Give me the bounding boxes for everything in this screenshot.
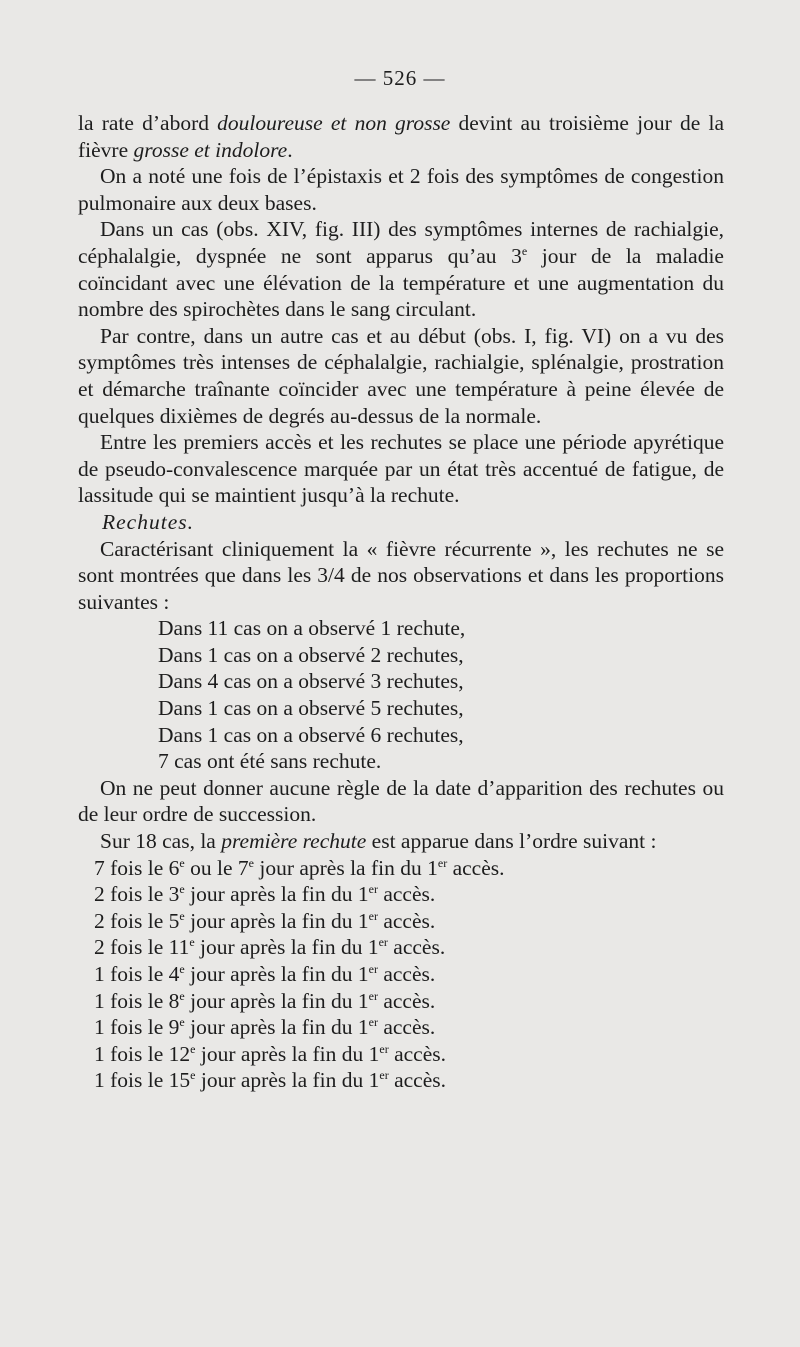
day-4-sup3: er [378,935,388,950]
relapse-count-list [78,615,724,775]
day-3-c: jour après la fin du 1 [184,908,369,933]
section-title: Rechutes. [102,509,194,534]
day-line-6 [94,988,724,1015]
day-line-5 [94,961,724,988]
day-8-sup1: e [190,1041,196,1056]
day-2-a: 2 fois le 3 [94,882,180,907]
day-6-sup1: e [179,988,185,1003]
day-8-sup3: er [379,1041,389,1056]
day-4-d: accès. [387,935,446,960]
day-2-sup1: e [179,882,185,897]
day-3-sup1: e [179,908,185,923]
p1-text-c: devint au troisième jour de la fièvre [78,111,724,162]
day-2-c: jour après la fin du 1 [184,882,369,907]
p3-superscript: e [521,243,528,258]
first-relapse-day-list [78,855,724,1094]
day-4-sup1: e [189,935,195,950]
p8-italic-b: première rechute [221,829,367,854]
paragraph-8 [78,828,724,855]
paragraph-5: Entre les premiers accès et les rechutes se place une période apyrétique de pseudo-convalescence marquée par un état très accentué de fatigue, de lassitude qui se maintient jusqu’à la rechute. [78,430,724,508]
day-8-a: 1 fois le 12 [94,1041,191,1066]
day-3-a: 2 fois le 5 [94,908,180,933]
day-7-c: jour après la fin du 1 [184,1015,369,1040]
day-6-d: accès. [377,988,436,1013]
day-5-sup3: er [368,962,378,976]
day-2-sup3: er [368,882,378,897]
paragraph-1 [78,110,724,163]
p3-text-b: jour de la maladie coïncidant avec une élévation de la température et une augmentation du nombre des spirochètes dans le sang circulant. [78,243,724,322]
day-6-sup3: er [368,988,378,1003]
day-9-sup1: e [190,1068,196,1083]
day-6-c: jour après la fin du 1 [184,988,369,1013]
day-line-1 [94,855,724,882]
paragraph-6: Caractérisant cliniquement la « fièvre récurrente », les rechutes ne se sont montrées que dans les 3/4 de nos observations et dans les proportions suivantes : [78,536,724,614]
case-line-6: 7 cas ont été sans rechute. [158,749,382,774]
p3-text-a: Dans un cas (obs. XIV, fig. III) des symptômes internes de rachialgie, céphalalgie, dyspnée ne sont apparus qu’au 3 [78,217,724,268]
day-1-sup1: e [179,855,185,870]
day-line-2 [94,881,724,908]
day-line-8 [94,1041,724,1068]
day-1-sup2: e [248,855,254,870]
day-9-sup3: er [379,1068,389,1083]
day-3-sup3: er [368,908,378,923]
day-8-c: jour après la fin du 1 [195,1041,380,1066]
day-5-c: jour après la fin du 1 [184,962,369,986]
paragraph-4: Par contre, dans un autre cas et au début (obs. I, fig. VI) on a vu des symptômes très intenses de céphalalgie, rachialgie, splénalgie, prostration et démarche traînante coïncider avec une température à peine élevée de quelques dixièmes de degrés au-dessus de la normale. [78,323,724,428]
case-line-5: Dans 1 cas on a observé 6 rechutes, [158,722,464,747]
day-7-sup1: e [179,1015,185,1030]
day-5-d: accès. [377,962,436,986]
day-1-d: accès. [447,855,505,880]
day-1-a: 7 fois le 6 [94,855,180,880]
day-9-a: 1 fois le 15 [94,1068,191,1093]
day-9-d: accès. [388,1068,447,1093]
paragraph-3 [78,216,724,322]
p1-italic-d: grosse et indolore [133,137,288,162]
day-1-sup3: er [437,855,448,870]
day-line-7 [94,1014,724,1041]
body-text [78,110,724,1094]
case-line-2: Dans 1 cas on a observé 2 rechutes, [158,642,464,667]
paragraph-2: On a noté une fois de l’épistaxis et 2 fois des symptômes de congestion pulmonaire aux deux bases. [78,164,724,215]
day-6-a: 1 fois le 8 [94,988,180,1013]
day-line-3 [94,908,724,935]
p1-text-a: la rate d’abord [78,111,218,135]
day-1-b: ou le 7 [184,855,249,880]
day-line-4 [94,934,724,961]
day-line-9 [94,1067,724,1094]
day-5-sup1: e [179,962,185,976]
p8-text-c: est apparue dans l’ordre suivant : [366,829,657,854]
case-line-3: Dans 4 cas on a observé 3 rechutes, [158,669,464,694]
day-7-a: 1 fois le 9 [94,1015,180,1040]
page-number: — 526 — [354,66,446,90]
day-4-a: 2 fois le 11 [94,935,190,960]
p8-text-a: Sur 18 cas, la [100,829,222,854]
day-2-d: accès. [377,882,436,907]
paragraph-7: On ne peut donner aucune règle de la date d’apparition des rechutes ou de leur ordre de succession. [78,775,724,827]
day-5-a: 1 fois le 4 [94,962,180,986]
day-4-c: jour après la fin du 1 [194,935,379,960]
day-7-d: accès. [377,1015,436,1040]
day-7-sup3: er [368,1015,378,1030]
day-8-d: accès. [388,1041,447,1066]
case-line-1: Dans 11 cas on a observé 1 rechute, [158,616,466,641]
case-line-4: Dans 1 cas on a observé 5 rechutes, [158,696,464,721]
p1-italic-b: douloureuse et non grosse [217,111,451,135]
p1-text-e: . [287,137,293,162]
day-1-c: jour après la fin du 1 [253,855,438,880]
day-9-c: jour après la fin du 1 [195,1068,380,1093]
day-3-d: accès. [377,908,436,933]
